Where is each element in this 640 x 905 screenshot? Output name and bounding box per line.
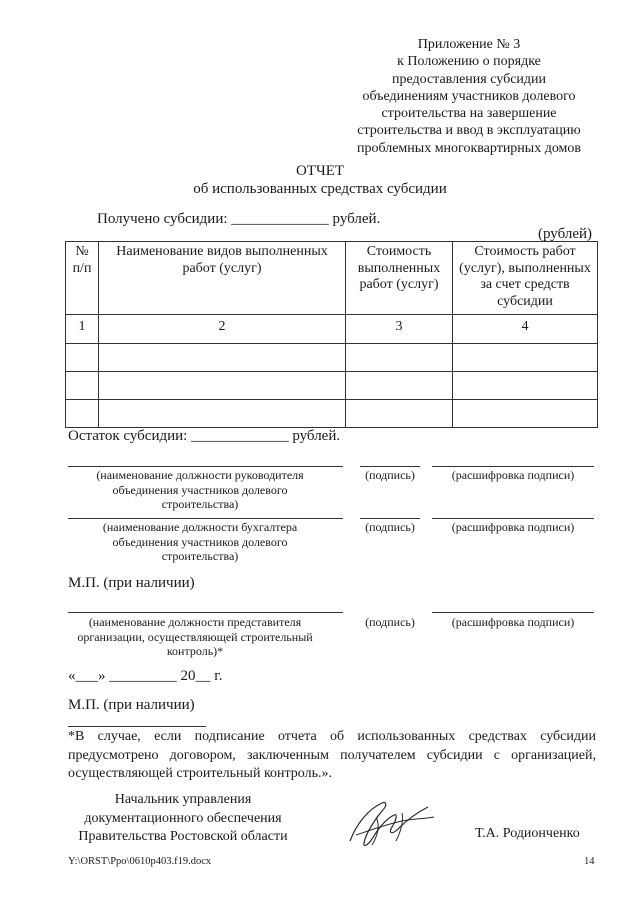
official-title-line: Правительства Ростовской области — [78, 829, 288, 844]
signature-caption: (подпись) — [365, 615, 415, 629]
column-header-cost: Стоимость выполненных работ (услуг) — [346, 242, 453, 315]
table-row — [66, 400, 598, 428]
signature-line — [432, 466, 594, 467]
representative-position-caption: (наименование должности представителя организации, осуществляющей строительный контроль)* — [77, 615, 313, 658]
date-line: «___» _________ 20__ г. — [68, 668, 223, 684]
table-header-row — [66, 242, 598, 315]
column-number: 3 — [346, 315, 453, 344]
column-number: 2 — [99, 315, 346, 344]
table-cell[interactable] — [453, 400, 598, 428]
table-cell[interactable] — [453, 344, 598, 372]
table-cell[interactable] — [453, 372, 598, 400]
appendix-line: к Положению о порядке — [397, 54, 541, 70]
table-column-numbers-row — [66, 315, 598, 344]
column-number: 4 — [453, 315, 598, 344]
table-cell[interactable] — [66, 372, 99, 400]
signature-line — [68, 612, 343, 613]
file-path: Y:\ORST\Ppo\0610p403.f19.docx — [68, 856, 212, 867]
table-cell[interactable] — [99, 372, 346, 400]
official-title — [68, 791, 298, 847]
table-cell[interactable] — [99, 400, 346, 428]
table-cell[interactable] — [346, 400, 453, 428]
appendix-line: предоставления субсидии — [391, 71, 547, 87]
official-name: Т.А. Родионченко — [475, 826, 580, 841]
handwritten-signature — [342, 795, 442, 853]
unit-label: (рублей) — [538, 226, 593, 242]
page-number: 14 — [584, 856, 595, 867]
stamp-label-2: М.П. (при наличии) — [68, 697, 195, 713]
report-subtitle: об использованных средствах субсидии — [193, 181, 447, 197]
table-cell[interactable] — [346, 372, 453, 400]
table-cell[interactable] — [66, 400, 99, 428]
signature-line — [68, 518, 343, 519]
signature-line — [68, 466, 343, 467]
table-row — [66, 344, 598, 372]
table-cell[interactable] — [66, 344, 99, 372]
decoding-caption: (расшифровка подписи) — [451, 468, 575, 482]
stamp-label: М.П. (при наличии) — [68, 575, 195, 591]
table-row — [66, 372, 598, 400]
appendix-line: строительства и ввод в эксплуатацию — [357, 123, 581, 139]
head-position-caption: (наименование должности руководителя объединения участников долевого строительства) — [96, 468, 304, 511]
appendix-line: Приложение № 3 — [417, 37, 521, 52]
appendix-header — [340, 36, 598, 157]
column-header-work-type: Наименование видов выполненных работ (услуг) — [99, 242, 346, 315]
appendix-line: объединениям участников долевого — [362, 88, 576, 104]
signature-caption: (подпись) — [365, 468, 415, 482]
footnote: *В случае, если подписание отчета об использованных средствах субсидии предусмотрено договором, заключенным получателем субсидии с организацией, осуществляющей строительный контроль.». — [68, 729, 596, 781]
signature-line — [432, 518, 594, 519]
signature-line — [360, 466, 420, 467]
official-title-line: Начальник управления — [114, 792, 252, 807]
column-header-subsidy-cost: Стоимость работ (услуг), выполненных за счет средств субсидии — [453, 242, 598, 315]
received-amount: Получено субсидии: _____________ рублей. — [97, 211, 381, 227]
table-cell[interactable] — [346, 344, 453, 372]
report-table — [65, 241, 598, 428]
table-cell[interactable] — [99, 344, 346, 372]
signature-line — [432, 612, 594, 613]
decoding-caption: (расшифровка подписи) — [451, 520, 575, 534]
footnote-separator — [68, 726, 206, 727]
appendix-line: проблемных многоквартирных домов — [356, 140, 582, 156]
appendix-line: строительства на завершение — [381, 106, 557, 122]
signature-line — [360, 518, 420, 519]
column-number: 1 — [66, 315, 99, 344]
signature-caption: (подпись) — [365, 520, 415, 534]
official-title-line: документационного обеспечения — [84, 810, 282, 826]
report-title: ОТЧЕТ — [295, 163, 345, 179]
column-header-number: № п/п — [66, 242, 99, 315]
accountant-position-caption: (наименование должности бухгалтера объединения участников долевого строительства) — [102, 520, 298, 563]
remaining-amount: Остаток субсидии: _____________ рублей. — [68, 428, 341, 444]
decoding-caption: (расшифровка подписи) — [451, 615, 575, 629]
